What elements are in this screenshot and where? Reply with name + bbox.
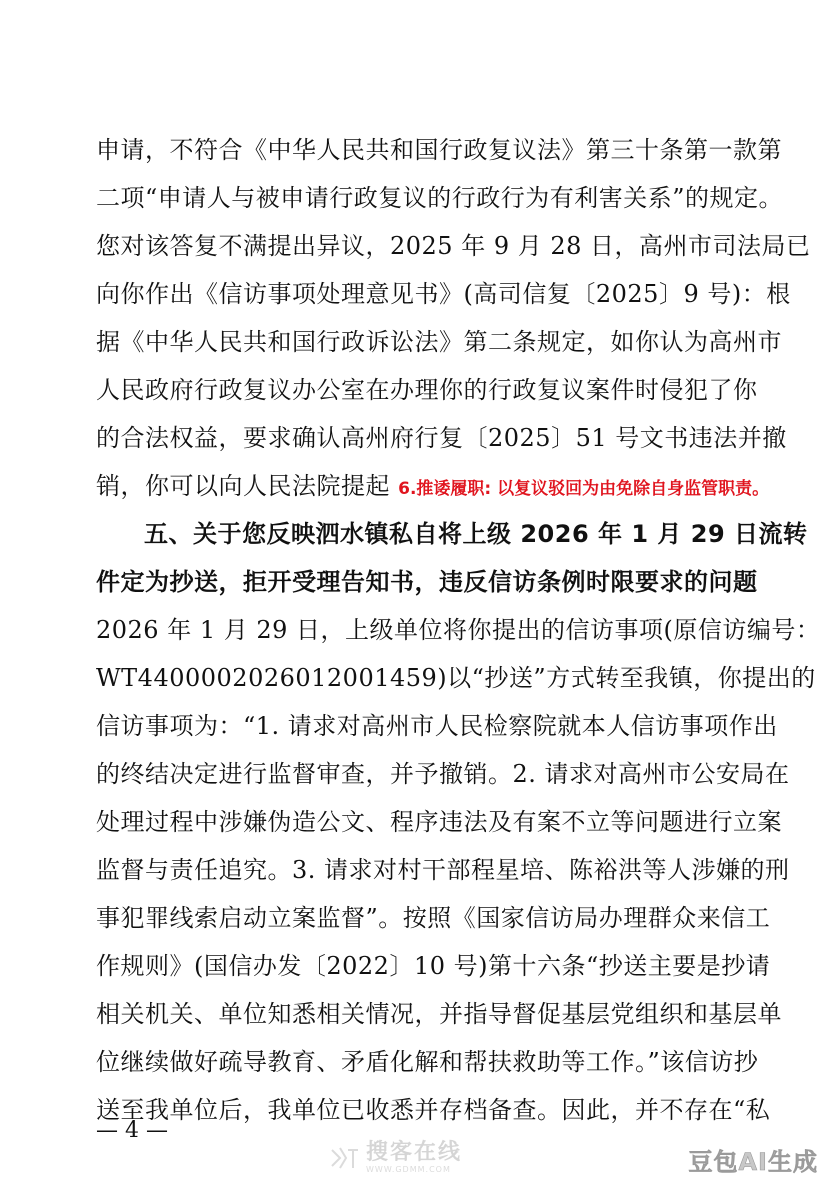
body-line-8 — [96, 464, 770, 508]
section-body-line-10: 位继续做好疏导教育、矛盾化解和帮扶救助等工作。”该信访抄 — [96, 1048, 759, 1076]
section-body-line-1: 2026 年 1 月 29 日，上级单位将你提出的信访事项(原信访编号： — [96, 616, 821, 644]
section-body-line-6: 监督与责任追究。3. 请求对村干部程星培、陈裕洪等人涉嫌的刑 — [96, 856, 790, 884]
section-body-line-11: 送至我单位后，我单位已收悉并存档备查。因此，并不存在“私 — [96, 1096, 771, 1124]
section-heading-line-2: 件定为抄送，拒开受理告知书，违反信访条例时限要求的问题 — [96, 568, 758, 596]
section-heading-line-1: 五、关于您反映泗水镇私自将上级 2026 年 1 月 29 日流转 — [144, 520, 808, 548]
watermark-site-name: 搜客在线 — [366, 1140, 463, 1165]
ai-generated-watermark: 豆包AI生成 — [688, 1148, 818, 1176]
page-number: — 4 — — [96, 1118, 168, 1143]
site-watermark — [330, 1140, 530, 1176]
section-body-line-2: WT4400002026012001459)以“抄送”方式转至我镇，你提出的 — [96, 664, 816, 692]
section-body-line-4: 的终结决定进行监督审查，并予撤销。2. 请求对高州市公安局在 — [96, 760, 790, 788]
section-body-line-7: 事犯罪线索启动立案监督”。按照《国家信访局办理群众来信工 — [96, 904, 771, 932]
watermark-logo-icon — [330, 1144, 360, 1172]
body-line-7: 的合法权益，要求确认高州府行复〔2025〕51 号文书违法并撤 — [96, 424, 787, 452]
section-body-line-5: 处理过程中涉嫌伪造公文、程序违法及有案不立等问题进行立案 — [96, 808, 782, 836]
body-line-5: 据《中华人民共和国行政诉讼法》第二条规定，如你认为高州市 — [96, 328, 782, 356]
red-annotation: 6.推诿履职: 以复议驳回为由免除自身监管职责。 — [398, 479, 770, 499]
section-body-line-8: 作规则》(国信办发〔2022〕10 号)第十六条“抄送主要是抄请 — [96, 952, 771, 980]
body-line-4: 向你作出《信访事项处理意见书》(高司信复〔2025〕9 号)：根 — [96, 280, 791, 308]
section-body-line-9: 相关机关、单位知悉相关情况，并指导督促基层党组织和基层单 — [96, 1000, 782, 1028]
watermark-site-url: WWW.GDMM.COM — [366, 1165, 451, 1174]
section-body-line-3: 信访事项为：“1. 请求对高州市人民检察院就本人信访事项作出 — [96, 712, 778, 740]
body-line-1: 申请，不符合《中华人民共和国行政复议法》第三十条第一款第 — [96, 136, 782, 164]
body-line-3: 您对该答复不满提出异议，2025 年 9 月 28 日，高州市司法局已 — [96, 232, 811, 260]
body-line-8-text: 销，你可以向人民法院提起 — [96, 472, 399, 500]
body-line-2: 二项“申请人与被申请行政复议的行政行为有利害关系”的规定。 — [96, 184, 784, 212]
body-line-6: 人民政府行政复议办公室在办理你的行政复议案件时侵犯了你 — [96, 376, 758, 404]
